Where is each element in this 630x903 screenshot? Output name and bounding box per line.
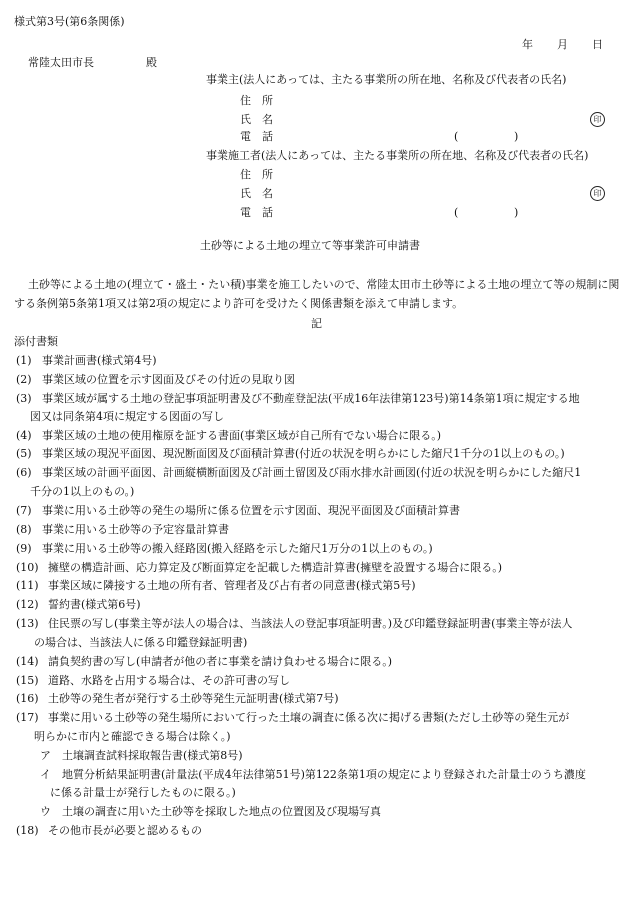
item-text: 事業区域の位置を示す図面及びその付近の見取り図 [42, 373, 295, 386]
sub-item-text: 土壌の調査に用いた土砂等を採取した地点の位置図及び現場写真 [62, 805, 381, 818]
item-text: 住民票の写し(事業主等が法人の場合は、当該法人の登記事項証明書。)及び印鑑登録証明書(事業主等が法人 [48, 617, 573, 630]
item-number: (17) [16, 711, 39, 724]
form-number: 様式第3号(第6条関係) [14, 15, 125, 28]
item-number: (13) [16, 617, 39, 630]
item-text: 事業に用いる土砂等の発生の場所に係る位置を示す図面、現況平面図及び面積計算書 [42, 504, 460, 517]
document-title: 土砂等による土地の埋立て等事業許可申請書 [200, 239, 420, 252]
date-month-label: 月 [557, 38, 568, 51]
sub-item-mark: ウ [40, 805, 51, 818]
contractor-heading: 事業施工者(法人にあっては、主たる事業所の所在地、名称及び代表者の氏名) [206, 149, 589, 162]
item-text: 事業に用いる土砂等の搬入経路図(搬入経路を示した縮尺1万分の1以上のもの。) [42, 542, 433, 555]
item-number: (5) [16, 447, 32, 460]
date-day-label: 日 [592, 38, 603, 51]
item-number: (3) [16, 392, 32, 405]
item-number: (16) [16, 692, 39, 705]
item-text-continued: 明らかに市内と確認できる場合は除く。) [34, 730, 231, 743]
business-owner-heading: 事業主(法人にあっては、主たる事業所の所在地、名称及び代表者の氏名) [206, 73, 567, 86]
sub-item-mark: イ [40, 768, 51, 781]
item-number: (4) [16, 429, 32, 442]
contractor-name-label: 氏 名 [240, 187, 273, 200]
seal-mark: 印 [590, 112, 605, 127]
item-number: (8) [16, 523, 32, 536]
item-number: (15) [16, 674, 39, 687]
contractor-phone-paren-close: ) [514, 206, 519, 219]
item-text: その他市長が必要と認めるもの [48, 824, 202, 837]
item-text-continued: の場合は、当該法人に係る印鑑登録証明書) [34, 636, 248, 649]
item-number: (9) [16, 542, 32, 555]
contractor-address-label: 住 所 [240, 168, 273, 181]
item-number: (7) [16, 504, 32, 517]
item-text: 請負契約書の写し(申請者が他の者に事業を請け負わせる場合に限る。) [48, 655, 393, 668]
ki-marker: 記 [311, 317, 322, 330]
item-number: (14) [16, 655, 39, 668]
item-text: 事業区域が属する土地の登記事項証明書及び不動産登記法(平成16年法律第123号)第14条第1項に規定する地 [42, 392, 580, 405]
item-text: 事業区域に隣接する土地の所有者、管理者及び占有者の同意書(様式第5号) [48, 579, 416, 592]
contractor-phone-label: 電 話 [240, 206, 273, 219]
item-text: 事業に用いる土砂等の予定容量計算書 [42, 523, 229, 536]
item-text-continued: 千分の1以上のもの。) [30, 485, 135, 498]
item-text: 事業計画書(様式第4号) [42, 354, 157, 367]
item-text: 誓約書(様式第6号) [48, 598, 141, 611]
business-owner-phone-label: 電 話 [240, 130, 273, 143]
contractor-phone-paren-open: ( [454, 206, 459, 219]
item-number: (11) [16, 579, 39, 592]
item-text: 事業区域の計画平面図、計画縦横断面図及び計画土留図及び雨水排水計画図(付近の状況を明らかにした縮尺1 [42, 466, 582, 479]
business-owner-address-label: 住 所 [240, 94, 273, 107]
item-number: (10) [16, 561, 39, 574]
attachments-heading: 添付書類 [14, 335, 58, 348]
application-statement: 土砂等による土地の(埋立て・盛土・たい積)事業を施工したいので、常陸太田市土砂等による土地の埋立て等の規制に関する条例第5条第1項又は第2項の規定により許可を受けたく関係書類を添えて申請します。 [14, 278, 620, 310]
seal-mark: 印 [590, 186, 605, 201]
item-text: 道路、水路を占用する場合は、その許可書の写し [48, 674, 290, 687]
item-number: (18) [16, 824, 39, 837]
business-owner-phone-paren-close: ) [514, 130, 519, 143]
business-owner-seal-icon [590, 112, 605, 127]
date-year-label: 年 [522, 38, 533, 51]
sub-item-text: 土壌調査試料採取報告書(様式第8号) [62, 749, 243, 762]
item-number: (6) [16, 466, 32, 479]
item-number: (2) [16, 373, 32, 386]
addressee-name: 常陸太田市長 [28, 56, 94, 69]
sub-item-mark: ア [40, 749, 51, 762]
business-owner-phone-paren-open: ( [454, 130, 459, 143]
item-text: 事業区域の土地の使用権原を証する書面(事業区域が自己所有でない場合に限る。) [42, 429, 442, 442]
addressee-honorific: 殿 [146, 56, 157, 69]
sub-item-text-continued: に係る計量士が発行したものに限る。) [50, 786, 236, 799]
item-text-continued: 図又は同条第4項に規定する図面の写し [30, 410, 224, 423]
item-text: 事業に用いる土砂等の発生場所において行った土壌の調査に係る次に掲げる書類(ただし土砂等の発生元が [48, 711, 570, 724]
item-text: 擁壁の構造計画、応力算定及び断面算定を記載した構造計算書(擁壁を設置する場合に限る。) [48, 561, 503, 574]
item-number: (1) [16, 354, 32, 367]
item-text: 土砂等の発生者が発行する土砂等発生元証明書(様式第7号) [48, 692, 339, 705]
item-number: (12) [16, 598, 39, 611]
contractor-seal-icon [590, 186, 605, 201]
business-owner-name-label: 氏 名 [240, 113, 273, 126]
sub-item-text: 地質分析結果証明書(計量法(平成4年法律第51号)第122条第1項の規定により登録された計量士のうち濃度 [62, 768, 586, 781]
item-text: 事業区域の現況平面図、現況断面図及び面積計算書(付近の状況を明らかにした縮尺1千分の1以上のもの。) [42, 447, 565, 460]
